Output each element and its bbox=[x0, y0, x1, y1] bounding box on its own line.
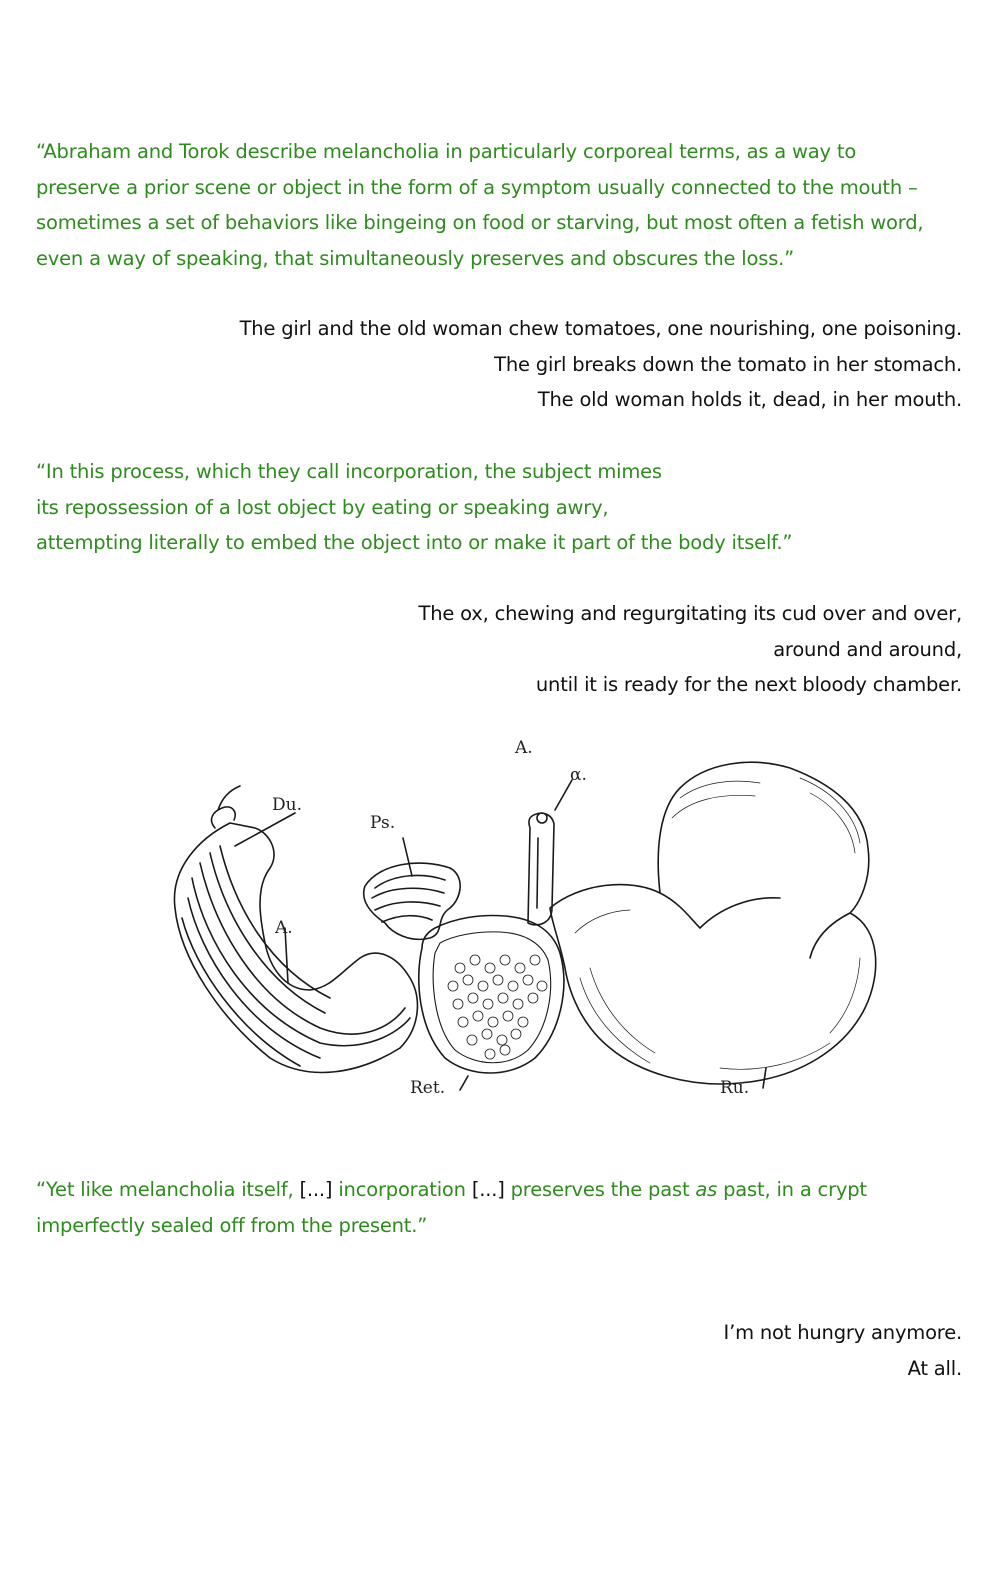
quote-line: sometimes a set of behaviors like bingeing on food or starving, but most often a fetish word, bbox=[36, 211, 924, 234]
label-a-top: A. bbox=[515, 738, 533, 758]
abomasum-outline bbox=[174, 823, 417, 1072]
label-a-left: A. bbox=[275, 918, 293, 938]
response-tomatoes bbox=[36, 311, 962, 418]
label-ps: Ps. bbox=[370, 813, 396, 833]
response-line: I’m not hungry anymore. bbox=[723, 1321, 962, 1344]
ruminant-stomach-illustration bbox=[160, 728, 880, 1108]
quote-abraham-torok bbox=[36, 134, 962, 276]
quote-part: “Yet like melancholia itself, bbox=[36, 1178, 294, 1201]
label-alpha: α. bbox=[570, 765, 587, 785]
quote-line: “In this process, which they call incorporation, the subject mimes bbox=[36, 460, 662, 483]
response-ox bbox=[36, 596, 962, 703]
response-line: The girl and the old woman chew tomatoes, one nourishing, one poisoning. bbox=[239, 317, 962, 340]
rumen-outline bbox=[550, 762, 876, 1084]
response-line: The ox, chewing and regurgitating its cud over and over, bbox=[418, 602, 962, 625]
quote-line bbox=[36, 1172, 962, 1208]
quote-italic: as bbox=[695, 1178, 718, 1201]
quote-part: preserves the past bbox=[510, 1178, 690, 1201]
quote-crypt bbox=[36, 1172, 962, 1243]
ellipsis: [...] bbox=[471, 1178, 505, 1201]
quote-line: even a way of speaking, that simultaneously preserves and obscures the loss.” bbox=[36, 246, 795, 270]
response-line: At all. bbox=[907, 1356, 962, 1380]
quote-line: imperfectly sealed off from the present.” bbox=[36, 1213, 428, 1237]
label-du: Du. bbox=[272, 795, 302, 815]
quote-part: incorporation bbox=[338, 1178, 466, 1201]
quote-incorporation bbox=[36, 454, 962, 561]
response-not-hungry bbox=[36, 1315, 962, 1386]
quote-line: “Abraham and Torok describe melancholia in particularly corporeal terms, as a way to bbox=[36, 140, 857, 163]
quote-part: past, in a crypt bbox=[723, 1178, 867, 1201]
quote-line: attempting literally to embed the object into or make it part of the body itself.” bbox=[36, 531, 793, 554]
ellipsis: [...] bbox=[299, 1178, 333, 1201]
stomach-drawing bbox=[160, 728, 880, 1108]
label-ret: Ret. bbox=[410, 1078, 446, 1098]
response-line: The old woman holds it, dead, in her mouth. bbox=[537, 388, 962, 411]
quote-line: its repossession of a lost object by eating or speaking awry, bbox=[36, 495, 609, 519]
response-line: around and around, bbox=[773, 637, 962, 661]
quote-line: preserve a prior scene or object in the form of a symptom usually connected to the mouth – bbox=[36, 175, 918, 199]
response-line: until it is ready for the next bloody chamber. bbox=[535, 673, 962, 696]
label-ru: Ru. bbox=[720, 1078, 750, 1098]
response-line: The girl breaks down the tomato in her stomach. bbox=[494, 352, 962, 376]
